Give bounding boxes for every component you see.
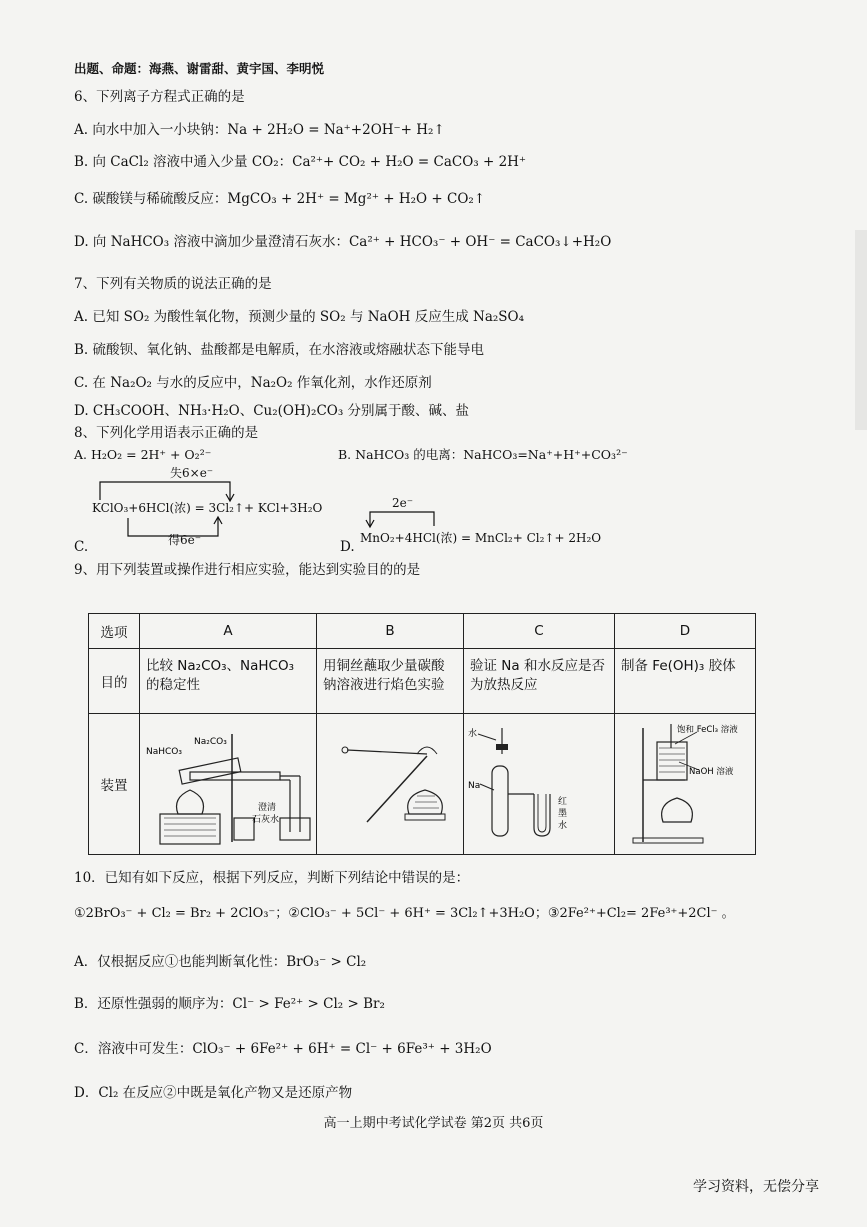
row-label-apparatus: 装置 (89, 714, 140, 855)
q7-option-c: C. 在 Na₂O₂ 与水的反应中，Na₂O₂ 作氧化剂，水作还原剂 (74, 375, 432, 391)
q9-stem: 9、用下列装置或操作进行相应实验，能达到实验目的的是 (74, 562, 421, 578)
label-ink: 墨 (558, 809, 568, 819)
header-cell-d: D (615, 614, 756, 649)
q8-d-top-label: 2e⁻ (392, 496, 414, 510)
label-limewater: 石灰水 (252, 815, 280, 825)
q10-stem: 10．已知有如下反应，根据下列反应，判断下列结论中错误的是： (74, 870, 470, 886)
q10-option-b: B．还原性强弱的顺序为：Cl⁻ > Fe²⁺ > Cl₂ > Br₂ (74, 996, 385, 1012)
purpose-d: 制备 Fe(OH)₃ 胶体 (615, 649, 756, 714)
table-row-apparatus (89, 714, 756, 855)
q10-option-a: A．仅根据反应①也能判断氧化性：BrO₃⁻ > Cl₂ (74, 954, 367, 970)
q10-option-c: C．溶液中可发生：ClO₃⁻ + 6Fe²⁺ + 6H⁺ = Cl⁻ + 6Fe³⁺ + 3H₂O (74, 1041, 492, 1057)
q8-stem: 8、下列化学用语表示正确的是 (74, 425, 259, 441)
scan-shadow (855, 230, 867, 430)
q7-stem: 7、下列有关物质的说法正确的是 (74, 276, 272, 292)
q6-option-b: B. 向 CaCl₂ 溶液中通入少量 CO₂：Ca²⁺+ CO₂ + H₂O = CaCO₃ + 2H⁺ (74, 154, 527, 170)
apparatus-c-drawing (464, 714, 614, 854)
row-label-purpose: 目的 (89, 649, 140, 714)
header-cell-b: B (317, 614, 464, 649)
apparatus-d-drawing (615, 714, 755, 854)
label-nahco3: NaHCO₃ (146, 747, 182, 757)
apparatus-b (317, 714, 464, 855)
label-fecl3: 饱和 FeCl₃ 溶液 (677, 725, 738, 735)
q6-option-a: A. 向水中加入一小块钠：Na + 2H₂O = Na⁺+2OH⁻+ H₂↑ (74, 122, 445, 138)
header-cell-c: C (464, 614, 615, 649)
q9-experiment-table (88, 613, 756, 855)
apparatus-b-drawing (317, 714, 463, 854)
label-na2co3: Na₂CO₃ (194, 737, 227, 747)
q10-reactions: ①2BrO₃⁻ + Cl₂ = Br₂ + 2ClO₃⁻；②ClO₃⁻ + 5Cl⁻ + 6H⁺ = 3Cl₂↑+3H₂O；③2Fe²⁺+Cl₂= 2Fe³⁺+2Cl⁻ 。 (74, 906, 735, 921)
purpose-b: 用铜丝蘸取少量碳酸钠溶液进行焰色实验 (317, 649, 464, 714)
q7-option-a: A. 已知 SO₂ 为酸性氧化物，预测少量的 SO₂ 与 NaOH 反应生成 Na₂SO₄ (74, 309, 525, 325)
q8-c-top-label: 失6×e⁻ (170, 466, 214, 480)
q8-option-a: A. H₂O₂ = 2H⁺ + O₂²⁻ (74, 447, 212, 462)
q8-option-b: B. NaHCO₃ 的电离：NaHCO₃=Na⁺+H⁺+CO₃²⁻ (338, 447, 628, 462)
q8-d-electron-arrow (362, 508, 472, 530)
authors-line: 出题、命题：海燕、谢雷甜、黄宇国、李明悦 (74, 61, 325, 76)
q6-stem: 6、下列离子方程式正确的是 (74, 89, 245, 105)
apparatus-a (140, 714, 317, 855)
share-note: 学习资料，无偿分享 (693, 1179, 819, 1195)
q6-option-c: C. 碳酸镁与稀硫酸反应：MgCO₃ + 2H⁺ = Mg²⁺ + H₂O + CO₂↑ (74, 191, 486, 207)
apparatus-d (615, 714, 756, 855)
header-cell-option: 选项 (89, 614, 140, 649)
purpose-c: 验证 Na 和水反应是否为放热反应 (464, 649, 615, 714)
q8-d-equation: MnO₂+4HCl(浓) = MnCl₂+ Cl₂↑+ 2H₂O (360, 531, 602, 545)
q8-c-equation: KClO₃+6HCl(浓) = 3Cl₂↑+ KCl+3H₂O (92, 501, 323, 515)
q8-c-label: C. (74, 539, 89, 555)
q7-option-d: D. CH₃COOH、NH₃·H₂O、Cu₂(OH)₂CO₃ 分别属于酸、碱、盐 (74, 403, 470, 419)
label-water: 水 (468, 729, 478, 739)
page-footer: 高一上期中考试化学试卷 第2页 共6页 (323, 1116, 544, 1131)
label-na: Na (468, 781, 481, 791)
q10-option-d: D．Cl₂ 在反应②中既是氧化产物又是还原产物 (74, 1085, 353, 1101)
label-clear: 澄清 (258, 803, 277, 813)
apparatus-c (464, 714, 615, 855)
header-cell-a: A (140, 614, 317, 649)
purpose-a: 比较 Na₂CO₃、NaHCO₃ 的稳定性 (140, 649, 317, 714)
label-red: 红 (558, 797, 568, 807)
apparatus-a-drawing (140, 714, 316, 854)
q7-option-b: B. 硫酸钡、氧化钠、盐酸都是电解质，在水溶液或熔融状态下能导电 (74, 342, 485, 358)
label-naoh: NaOH 溶液 (689, 767, 734, 777)
table-row-purpose (89, 649, 756, 714)
table-row-header (89, 614, 756, 649)
q8-d-label: D. (340, 539, 355, 555)
q6-option-d: D. 向 NaHCO₃ 溶液中滴加少量澄清石灰水：Ca²⁺ + HCO₃⁻ + OH⁻ = CaCO₃↓+H₂O (74, 234, 612, 250)
label-water-2: 水 (558, 821, 568, 831)
q8-c-bottom-label: 得6e⁻ (168, 533, 202, 547)
